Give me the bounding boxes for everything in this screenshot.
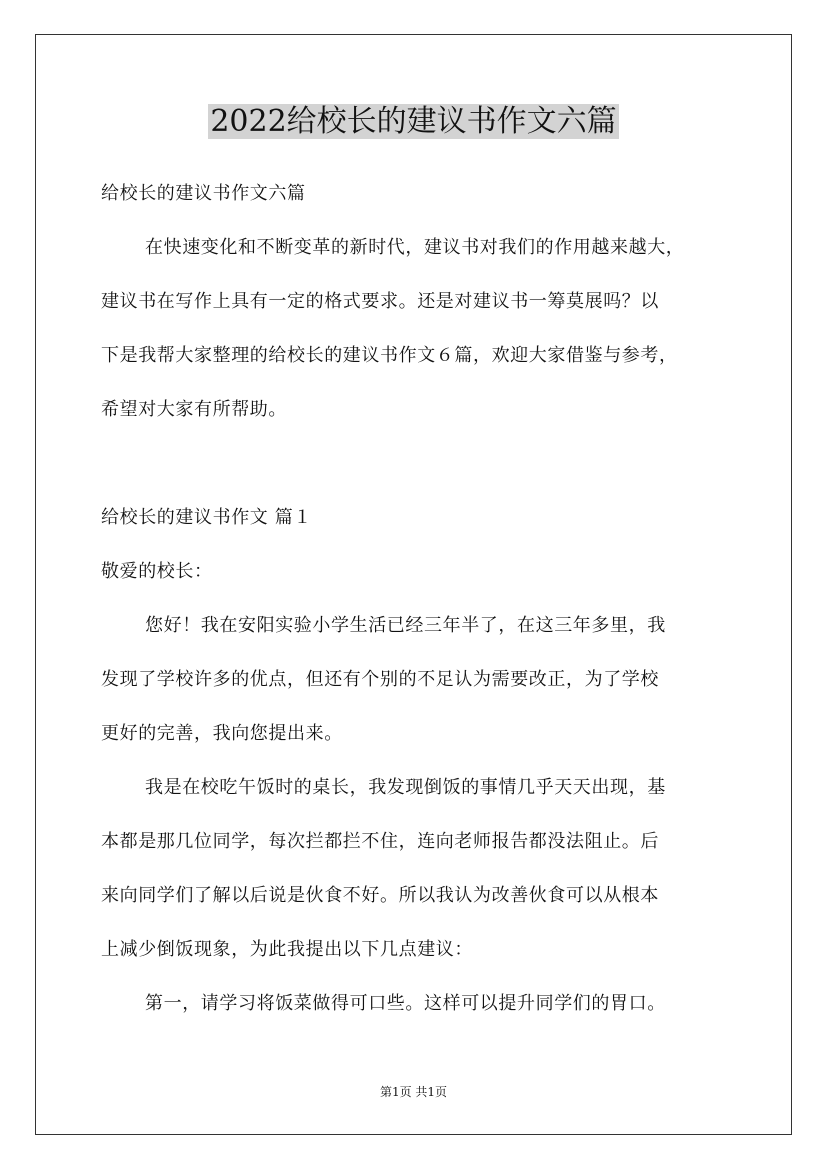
- paragraph-line: 发现了学校许多的优点，但还有个别的不足认为需要改正，为了学校: [101, 669, 659, 690]
- section-heading: 给校长的建议书作文 篇１: [101, 507, 312, 528]
- paragraph-line: 我是在校吃午饭时的桌长，我发现倒饭的事情几乎天天出现，基: [145, 777, 666, 798]
- salutation: 敬爱的校长：: [101, 561, 213, 582]
- paragraph-line: 来向同学们了解以后说是伙食不好。所以我认为改善伙食可以从根本: [101, 885, 659, 906]
- paragraph-line: 本都是那几位同学，每次拦都拦不住，连向老师报告都没法阻止。后: [101, 831, 659, 852]
- intro-line: 希望对大家有所帮助。: [101, 399, 287, 420]
- intro-line: 下是我帮大家整理的给校长的建议书作文６篇，欢迎大家借鉴与参考，: [101, 345, 678, 366]
- intro-line: 建议书在写作上具有一定的格式要求。还是对建议书一筹莫展吗？以: [101, 291, 659, 312]
- document-title: 2022给校长的建议书作文六篇: [210, 104, 617, 139]
- paragraph-line: 更好的完善，我向您提出来。: [101, 723, 343, 744]
- paragraph-line: 第一，请学习将饭菜做得可口些。这样可以提升同学们的胃口。: [145, 993, 666, 1014]
- paragraph-line: 您好！我在安阳实验小学生活已经三年半了，在这三年多里，我: [145, 615, 666, 636]
- paragraph-line: 上减少倒饭现象，为此我提出以下几点建议：: [101, 939, 473, 960]
- document-subtitle: 给校长的建议书作文六篇: [101, 183, 306, 204]
- page-number-footer: 第1页 共1页: [379, 1085, 448, 1099]
- intro-line: 在快速变化和不断变革的新时代，建议书对我们的作用越来越大，: [145, 237, 685, 258]
